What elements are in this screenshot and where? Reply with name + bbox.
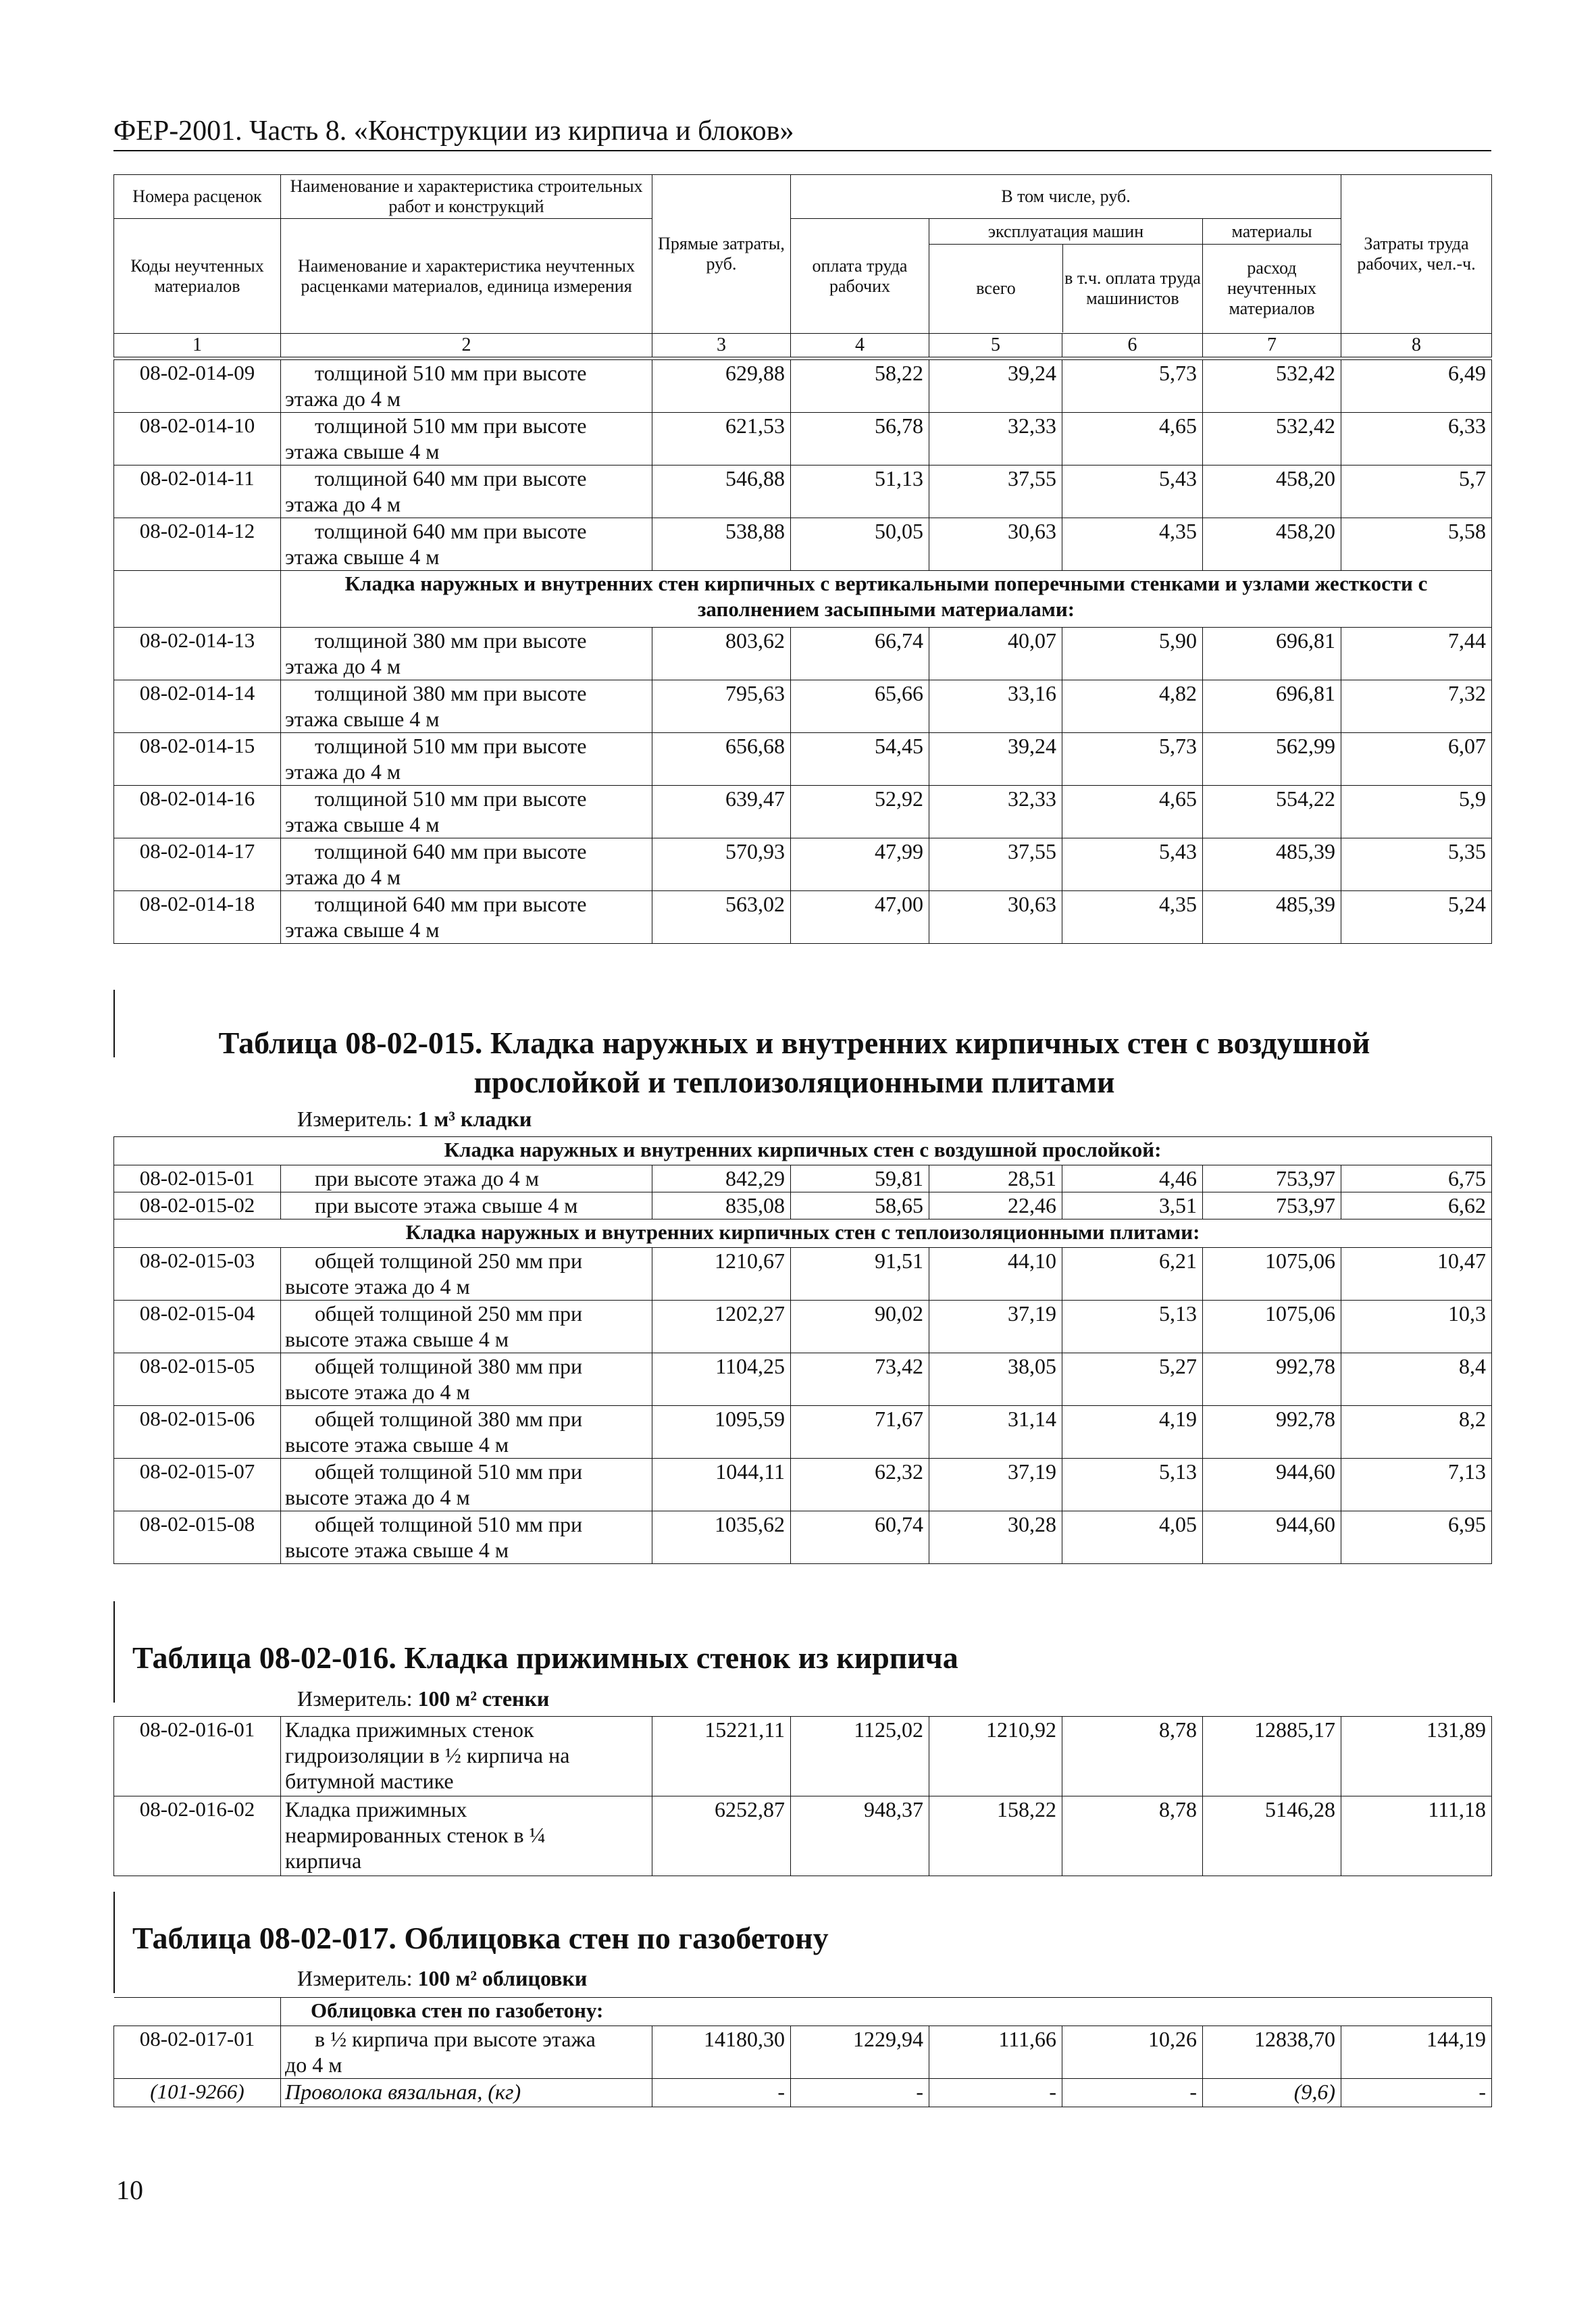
row-wages: 73,42	[791, 1353, 929, 1406]
row-code: 08-02-014-13	[114, 628, 281, 680]
table-015-measure	[297, 1107, 532, 1132]
table-row	[114, 1248, 1492, 1301]
row-direct-costs: 546,88	[652, 466, 791, 518]
row-materials: 696,81	[1203, 628, 1341, 680]
row-name	[281, 1192, 652, 1219]
material-wages: -	[791, 2079, 929, 2107]
row-name-line: общей толщиной 380 мм при	[315, 1354, 583, 1378]
col-machines: эксплуатация машин	[929, 220, 1202, 245]
row-name-line: до 4 м	[285, 2053, 342, 2077]
section-heading: Кладка наружных и внутренних стен кирпичных с вертикальными поперечными стенками и узлами жесткости с заполнением засыпными материалами:	[281, 571, 1492, 628]
col-wages: оплата труда рабочих	[791, 219, 929, 334]
row-wages: 58,22	[791, 360, 929, 413]
row-name-line: кирпича	[285, 1848, 362, 1873]
row-code: 08-02-014-10	[114, 413, 281, 466]
col-num-8: 8	[1341, 334, 1492, 357]
table-016-measure	[297, 1686, 549, 1711]
material-row	[114, 2079, 1492, 2107]
row-code: 08-02-015-03	[114, 1248, 281, 1301]
row-labor-hours: 10,47	[1341, 1248, 1492, 1301]
row-materials: 12885,17	[1203, 1717, 1341, 1796]
table-row	[114, 1796, 1492, 1876]
row-wages: 1125,02	[791, 1717, 929, 1796]
row-labor-hours: 6,62	[1341, 1192, 1492, 1219]
row-labor-hours: 7,13	[1341, 1459, 1492, 1511]
measure-label: Измеритель:	[297, 1966, 413, 1990]
table-014	[113, 359, 1492, 944]
col-num-3: 3	[652, 334, 791, 357]
header-rule	[113, 150, 1491, 151]
row-machinist-wages: 4,35	[1062, 891, 1203, 944]
row-name	[281, 628, 652, 680]
row-machines-total: 30,63	[929, 518, 1062, 571]
row-direct-costs: 563,02	[652, 891, 791, 944]
row-labor-hours: 5,58	[1341, 518, 1492, 571]
table-row	[114, 1406, 1492, 1459]
row-name	[281, 1511, 652, 1564]
row-materials: 944,60	[1203, 1511, 1341, 1564]
row-machines-total: 22,46	[929, 1192, 1062, 1219]
row-name-line: гидроизоляции в ½ кирпича на	[285, 1743, 570, 1767]
row-code: 08-02-017-01	[114, 2026, 281, 2079]
row-code: 08-02-015-08	[114, 1511, 281, 1564]
row-materials: 753,97	[1203, 1165, 1341, 1192]
row-labor-hours: 144,19	[1341, 2026, 1492, 2079]
table-row	[114, 1165, 1492, 1192]
row-wages: 71,67	[791, 1406, 929, 1459]
table-row	[114, 1511, 1492, 1564]
row-direct-costs: 1210,67	[652, 1248, 791, 1301]
row-wages: 47,99	[791, 838, 929, 891]
row-wages: 66,74	[791, 628, 929, 680]
table-row	[114, 733, 1492, 786]
table-016	[113, 1716, 1492, 1876]
row-code: 08-02-014-15	[114, 733, 281, 786]
col-materials-group	[1203, 219, 1341, 334]
row-labor-hours: 5,24	[1341, 891, 1492, 944]
col-machinist-wages: в т.ч. оплата труда машинистов	[1062, 245, 1202, 332]
row-machinist-wages: 5,27	[1062, 1353, 1203, 1406]
table-row	[114, 2026, 1492, 2079]
row-machines-total: 32,33	[929, 786, 1062, 838]
row-machines-total: 37,55	[929, 838, 1062, 891]
row-direct-costs: 6252,87	[652, 1796, 791, 1876]
col-machines-total: всего	[976, 278, 1016, 298]
table-017	[113, 1997, 1492, 2107]
row-name	[281, 838, 652, 891]
row-wages: 58,65	[791, 1192, 929, 1219]
col-num-1: 1	[114, 334, 281, 357]
col-num-4: 4	[791, 334, 929, 357]
material-name: Проволока вязальная, (кг)	[281, 2079, 652, 2107]
row-name-line: общей толщиной 510 мм при	[315, 1459, 583, 1484]
col-code-bottom: Коды неучтенных материалов	[114, 219, 281, 334]
table-row	[114, 1192, 1492, 1219]
row-materials: 753,97	[1203, 1192, 1341, 1219]
table-row	[114, 413, 1492, 466]
row-materials: 532,42	[1203, 413, 1341, 466]
measure-label: Измеритель:	[297, 1107, 413, 1131]
row-name-line: общей толщиной 510 мм при	[315, 1512, 583, 1536]
row-machinist-wages: 4,82	[1062, 680, 1203, 733]
row-direct-costs: 1035,62	[652, 1511, 791, 1564]
row-name	[281, 518, 652, 571]
row-materials: 1075,06	[1203, 1248, 1341, 1301]
row-name-line: толщиной 380 мм при высоте	[315, 628, 587, 653]
row-name-line: Кладка прижимных	[285, 1797, 467, 1821]
row-materials: 562,99	[1203, 733, 1341, 786]
margin-line	[113, 1601, 115, 1703]
row-name	[281, 1248, 652, 1301]
row-name	[281, 1459, 652, 1511]
row-name-line: этажа до 4 м	[285, 492, 401, 516]
row-name-line: высоте этажа до 4 м	[285, 1380, 470, 1404]
col-machines-group	[929, 219, 1203, 334]
section-heading: Кладка наружных и внутренних кирпичных стен с теплоизоляционными плитами:	[114, 1219, 1492, 1248]
table-row	[114, 1353, 1492, 1406]
row-name-line: толщиной 640 мм при высоте	[315, 466, 587, 491]
row-name-line: толщиной 380 мм при высоте	[315, 681, 587, 705]
col-labor-hours: Затраты труда рабочих, чел.-ч.	[1341, 175, 1492, 334]
row-labor-hours: 6,49	[1341, 360, 1492, 413]
row-wages: 90,02	[791, 1301, 929, 1353]
column-header-table	[113, 174, 1492, 357]
row-code: 08-02-015-06	[114, 1406, 281, 1459]
row-code: 08-02-014-12	[114, 518, 281, 571]
row-machines-total: 32,33	[929, 413, 1062, 466]
row-name	[281, 360, 652, 413]
measure-label: Измеритель:	[297, 1686, 413, 1711]
material-labor: -	[1341, 2079, 1492, 2107]
table-row	[114, 838, 1492, 891]
row-wages: 51,13	[791, 466, 929, 518]
row-direct-costs: 639,47	[652, 786, 791, 838]
row-wages: 59,81	[791, 1165, 929, 1192]
row-machinist-wages: 5,43	[1062, 838, 1203, 891]
row-machines-total: 31,14	[929, 1406, 1062, 1459]
row-materials: 992,78	[1203, 1406, 1341, 1459]
row-name-line: общей толщиной 250 мм при	[315, 1301, 583, 1326]
row-name-line: этажа свыше 4 м	[285, 812, 440, 836]
row-machines-total: 39,24	[929, 733, 1062, 786]
table-row	[114, 1301, 1492, 1353]
row-code: 08-02-015-01	[114, 1165, 281, 1192]
col-materials: материалы	[1203, 220, 1341, 245]
table-row	[114, 1717, 1492, 1796]
material-direct: -	[652, 2079, 791, 2107]
row-machines-total: 30,63	[929, 891, 1062, 944]
row-direct-costs: 15221,11	[652, 1717, 791, 1796]
table-row	[114, 680, 1492, 733]
row-name-line: толщиной 510 мм при высоте	[315, 413, 587, 438]
row-direct-costs: 835,08	[652, 1192, 791, 1219]
col-direct-costs: Прямые затраты, руб.	[652, 175, 791, 334]
row-materials: 12838,70	[1203, 2026, 1341, 2079]
table-017-measure	[297, 1966, 587, 1991]
row-materials: 458,20	[1203, 518, 1341, 571]
row-name	[281, 1301, 652, 1353]
row-labor-hours: 7,44	[1341, 628, 1492, 680]
row-direct-costs: 1044,11	[652, 1459, 791, 1511]
row-labor-hours: 5,35	[1341, 838, 1492, 891]
row-materials: 554,22	[1203, 786, 1341, 838]
row-code: 08-02-015-04	[114, 1301, 281, 1353]
row-direct-costs: 842,29	[652, 1165, 791, 1192]
row-name-line: этажа свыше 4 м	[285, 917, 440, 942]
row-labor-hours: 111,18	[1341, 1796, 1492, 1876]
row-labor-hours: 5,7	[1341, 466, 1492, 518]
row-machines-total: 44,10	[929, 1248, 1062, 1301]
row-code: 08-02-014-17	[114, 838, 281, 891]
row-direct-costs: 570,93	[652, 838, 791, 891]
row-direct-costs: 795,63	[652, 680, 791, 733]
row-direct-costs: 538,88	[652, 518, 791, 571]
row-machines-total: 111,66	[929, 2026, 1062, 2079]
row-labor-hours: 10,3	[1341, 1301, 1492, 1353]
row-name-line: толщиной 510 мм при высоте	[315, 786, 587, 811]
section-heading: Облицовка стен по газобетону:	[281, 1998, 1492, 2026]
row-name-line: Кладка прижимных стенок	[285, 1717, 534, 1742]
material-machinists: -	[1062, 2079, 1203, 2107]
row-name-line: этажа до 4 м	[285, 865, 401, 889]
row-name-line: при высоте этажа до 4 м	[315, 1166, 539, 1190]
row-name-line: этажа до 4 м	[285, 759, 401, 784]
row-code: 08-02-014-18	[114, 891, 281, 944]
row-machines-total: 37,19	[929, 1459, 1062, 1511]
section-heading: Кладка наружных и внутренних кирпичных стен с воздушной прослойкой:	[114, 1137, 1492, 1165]
col-unaccounted-materials: расход неучтенных материалов	[1227, 258, 1317, 318]
row-machinist-wages: 4,46	[1062, 1165, 1203, 1192]
row-machinist-wages: 4,65	[1062, 413, 1203, 466]
row-name-line: в ½ кирпича при высоте этажа	[315, 2027, 596, 2051]
table-row	[114, 1459, 1492, 1511]
row-machinist-wages: 8,78	[1062, 1796, 1203, 1876]
row-direct-costs: 656,68	[652, 733, 791, 786]
row-name-line: высоте этажа свыше 4 м	[285, 1327, 509, 1351]
row-name-line: этажа до 4 м	[285, 386, 401, 411]
row-direct-costs: 621,53	[652, 413, 791, 466]
table-015-title: Таблица 08-02-015. Кладка наружных и внутренних кирпичных стен с воздушной прослойкой и теплоизоляционными плитами	[218, 1026, 1370, 1099]
row-materials: 1075,06	[1203, 1301, 1341, 1353]
row-code: 08-02-014-11	[114, 466, 281, 518]
row-name-line: этажа свыше 4 м	[285, 439, 440, 463]
row-name	[281, 1406, 652, 1459]
row-machinist-wages: 10,26	[1062, 2026, 1203, 2079]
row-name-line: общей толщиной 380 мм при	[315, 1407, 583, 1431]
row-name-line: неармированных стенок в ¼	[285, 1823, 546, 1847]
table-017-title: Таблица 08-02-017. Облицовка стен по газобетону	[132, 1921, 829, 1955]
row-machinist-wages: 4,35	[1062, 518, 1203, 571]
row-machinist-wages: 6,21	[1062, 1248, 1203, 1301]
row-direct-costs: 803,62	[652, 628, 791, 680]
row-name	[281, 733, 652, 786]
row-machinist-wages: 5,43	[1062, 466, 1203, 518]
row-name	[281, 1717, 652, 1796]
row-labor-hours: 6,07	[1341, 733, 1492, 786]
row-name-line: этажа свыше 4 м	[285, 707, 440, 731]
row-machines-total: 30,28	[929, 1511, 1062, 1564]
row-name-line: высоте этажа до 4 м	[285, 1485, 470, 1509]
row-name-line: высоте этажа до 4 м	[285, 1274, 470, 1299]
row-machinist-wages: 4,65	[1062, 786, 1203, 838]
row-materials: 944,60	[1203, 1459, 1341, 1511]
row-materials: 532,42	[1203, 360, 1341, 413]
row-name-line: общей толщиной 250 мм при	[315, 1249, 583, 1273]
row-machines-total: 37,19	[929, 1301, 1062, 1353]
row-name	[281, 786, 652, 838]
table-row	[114, 466, 1492, 518]
row-machinist-wages: 5,13	[1062, 1459, 1203, 1511]
row-code: 08-02-014-14	[114, 680, 281, 733]
table-row	[114, 628, 1492, 680]
table-row	[114, 518, 1492, 571]
row-name-line: этажа свыше 4 м	[285, 545, 440, 569]
row-wages: 54,45	[791, 733, 929, 786]
col-name-top: Наименование и характеристика строительных работ и конструкций	[281, 175, 652, 219]
row-wages: 52,92	[791, 786, 929, 838]
row-wages: 65,66	[791, 680, 929, 733]
row-materials: 992,78	[1203, 1353, 1341, 1406]
row-name-line: битумной мастике	[285, 1769, 454, 1793]
row-wages: 62,32	[791, 1459, 929, 1511]
row-machinist-wages: 5,90	[1062, 628, 1203, 680]
row-name	[281, 680, 652, 733]
row-name	[281, 466, 652, 518]
row-name	[281, 891, 652, 944]
row-name-line: толщиной 640 мм при высоте	[315, 892, 587, 916]
measure-value: 1 м³ кладки	[417, 1107, 532, 1131]
row-name	[281, 413, 652, 466]
row-labor-hours: 8,4	[1341, 1353, 1492, 1406]
row-code: 08-02-015-02	[114, 1192, 281, 1219]
row-materials: 485,39	[1203, 891, 1341, 944]
row-labor-hours: 8,2	[1341, 1406, 1492, 1459]
row-wages: 91,51	[791, 1248, 929, 1301]
row-name-line: толщиной 640 мм при высоте	[315, 519, 587, 543]
table-row	[114, 360, 1492, 413]
material-code: (101-9266)	[114, 2079, 281, 2107]
row-name-line: высоте этажа свыше 4 м	[285, 1538, 509, 1562]
row-wages: 60,74	[791, 1511, 929, 1564]
row-materials: 696,81	[1203, 680, 1341, 733]
measure-value: 100 м² стенки	[417, 1686, 550, 1711]
table-016-title: Таблица 08-02-016. Кладка прижимных стенок из кирпича	[132, 1640, 958, 1675]
row-machines-total: 37,55	[929, 466, 1062, 518]
measure-value: 100 м² облицовки	[417, 1966, 588, 1990]
row-materials: 458,20	[1203, 466, 1341, 518]
col-name-bottom: Наименование и характеристика неучтенных расценками материалов, единица измерения	[281, 219, 652, 334]
row-machines-total: 38,05	[929, 1353, 1062, 1406]
row-wages: 948,37	[791, 1796, 929, 1876]
margin-line	[113, 990, 115, 1057]
row-wages: 47,00	[791, 891, 929, 944]
col-num-2: 2	[281, 334, 652, 357]
col-num-7: 7	[1203, 334, 1341, 357]
row-labor-hours: 131,89	[1341, 1717, 1492, 1796]
row-labor-hours: 6,95	[1341, 1511, 1492, 1564]
margin-line	[113, 1892, 115, 1993]
row-machinist-wages: 5,13	[1062, 1301, 1203, 1353]
row-code: 08-02-016-01	[114, 1717, 281, 1796]
row-name	[281, 1796, 652, 1876]
row-name-line: этажа до 4 м	[285, 654, 401, 678]
row-code: 08-02-016-02	[114, 1796, 281, 1876]
col-group-including: В том числе, руб.	[791, 175, 1341, 219]
row-wages: 56,78	[791, 413, 929, 466]
row-code: 08-02-015-07	[114, 1459, 281, 1511]
row-machinist-wages: 4,19	[1062, 1406, 1203, 1459]
row-machinist-wages: 8,78	[1062, 1717, 1203, 1796]
page-number: 10	[116, 2175, 143, 2205]
row-name-line: толщиной 510 мм при высоте	[315, 734, 587, 758]
table-015	[113, 1136, 1492, 1564]
row-labor-hours: 7,32	[1341, 680, 1492, 733]
row-name-line: при высоте этажа свыше 4 м	[315, 1193, 578, 1217]
row-direct-costs: 1202,27	[652, 1301, 791, 1353]
col-num-5: 5	[929, 334, 1062, 357]
page-header: ФЕР-2001. Часть 8. «Конструкции из кирпича и блоков»	[113, 116, 794, 147]
table-row	[114, 891, 1492, 944]
material-quantity: (9,6)	[1203, 2079, 1341, 2107]
row-wages: 50,05	[791, 518, 929, 571]
row-labor-hours: 6,75	[1341, 1165, 1492, 1192]
row-machines-total: 40,07	[929, 628, 1062, 680]
row-machines-total: 1210,92	[929, 1717, 1062, 1796]
row-machines-total: 39,24	[929, 360, 1062, 413]
row-wages: 1229,94	[791, 2026, 929, 2079]
row-direct-costs: 1095,59	[652, 1406, 791, 1459]
row-labor-hours: 5,9	[1341, 786, 1492, 838]
row-name-line: толщиной 510 мм при высоте	[315, 361, 587, 385]
row-machines-total: 158,22	[929, 1796, 1062, 1876]
row-direct-costs: 629,88	[652, 360, 791, 413]
row-name	[281, 2026, 652, 2079]
row-machines-total: 28,51	[929, 1165, 1062, 1192]
col-num-6: 6	[1062, 334, 1203, 357]
row-name-line: толщиной 640 мм при высоте	[315, 839, 587, 863]
row-name-line: высоте этажа свыше 4 м	[285, 1432, 509, 1457]
row-machinist-wages: 4,05	[1062, 1511, 1203, 1564]
row-name	[281, 1353, 652, 1406]
row-materials: 5146,28	[1203, 1796, 1341, 1876]
row-direct-costs: 14180,30	[652, 2026, 791, 2079]
col-code-top: Номера расценок	[114, 175, 281, 219]
row-direct-costs: 1104,25	[652, 1353, 791, 1406]
row-code: 08-02-014-16	[114, 786, 281, 838]
row-code: 08-02-015-05	[114, 1353, 281, 1406]
row-name	[281, 1165, 652, 1192]
row-code: 08-02-014-09	[114, 360, 281, 413]
row-machinist-wages: 5,73	[1062, 733, 1203, 786]
row-machines-total: 33,16	[929, 680, 1062, 733]
row-machinist-wages: 5,73	[1062, 360, 1203, 413]
row-labor-hours: 6,33	[1341, 413, 1492, 466]
row-materials: 485,39	[1203, 838, 1341, 891]
row-machinist-wages: 3,51	[1062, 1192, 1203, 1219]
table-row	[114, 786, 1492, 838]
material-machines: -	[929, 2079, 1062, 2107]
